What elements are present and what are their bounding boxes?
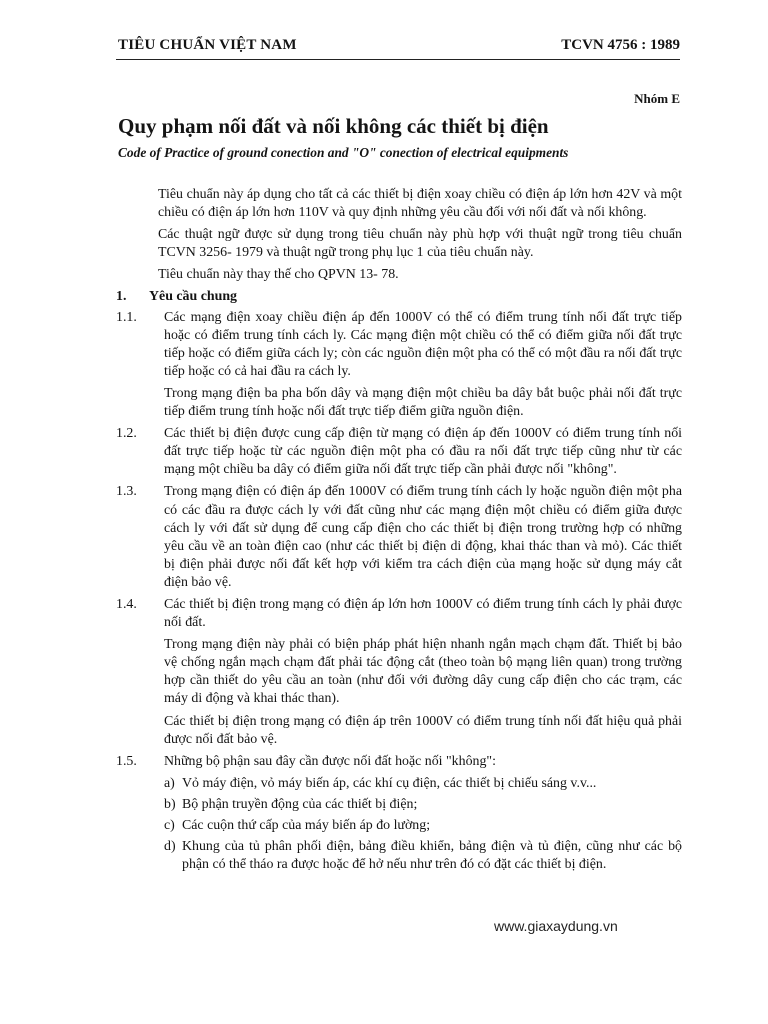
clause-number: 1.5. xyxy=(116,753,137,769)
intro-paragraph-1: Tiêu chuẩn này áp dụng cho tất cả các thiết bị điện xoay chiều có điện áp lớn hơn 42V và một chiều có điện áp lớn hơn 110V và quy định những yêu cầu đối với nối đất và nối không. xyxy=(158,187,682,221)
document-subtitle: Code of Practice of ground conection and "O" conection of electrical equipments xyxy=(118,145,569,160)
document-body xyxy=(116,186,682,877)
standard-name: TIÊU CHUẨN VIỆT NAM xyxy=(118,37,297,53)
header-divider xyxy=(116,59,680,60)
section-title: Yêu cầu chung xyxy=(149,289,237,305)
clause-1-4 xyxy=(116,596,682,632)
section-heading xyxy=(116,288,682,306)
list-text: Vỏ máy điện, vỏ máy biến áp, các khí cụ điện, các thiết bị chiếu sáng v.v... xyxy=(182,775,597,791)
clause-1-2 xyxy=(116,425,682,479)
clause-1-4-extra-1: Trong mạng điện này phải có biện pháp phát hiện nhanh ngắn mạch chạm đất. Thiết bị bảo vệ chống ngắn mạch chạm đất phải tác động cắt (theo toàn bộ mạng liên quan) trong trường hợp cần thiết do yêu cầu an toàn (như đối với đường dây cung cấp điện cho các trạm, các máy di động và khai thác than). xyxy=(164,637,682,707)
list-item xyxy=(164,817,682,835)
clause-number: 1.2. xyxy=(116,426,137,442)
clause-text: Các thiết bị điện trong mạng có điện áp lớn hơn 1000V có điểm trung tính cách ly phải được nối đất. xyxy=(164,596,682,631)
clause-1-4-extra-2: Các thiết bị điện trong mạng có điện áp trên 1000V có điểm trung tính nối đất hiệu quả phải được nối đất bảo vệ. xyxy=(164,713,682,747)
list-marker: a) xyxy=(164,775,175,791)
clause-1-1 xyxy=(116,309,682,381)
list-item xyxy=(164,775,682,793)
watermark: www.giaxaydung.vn xyxy=(494,918,618,934)
list-item xyxy=(164,838,682,874)
list-text: Các cuộn thứ cấp của máy biến áp đo lường; xyxy=(182,818,431,833)
clause-text: Các mạng điện xoay chiều điện áp đến 1000V có thể có điểm trung tính nối đất trực tiếp hoặc có điểm trung tính cách ly. Các mạng điện một chiều có thể có điểm giữa nối đất trực tiếp hoặc có điểm giữa cách ly; còn các nguồn điện một pha có thể có một đầu ra nối đất trực tiếp hoặc có cả hai đầu ra cách ly. xyxy=(164,309,682,379)
section-number: 1. xyxy=(116,289,127,305)
list-text: Bộ phận truyền động của các thiết bị điện; xyxy=(182,796,418,812)
clause-text: Những bộ phận sau đây cần được nối đất hoặc nối "không": xyxy=(164,753,496,769)
intro-paragraph-2: Các thuật ngữ được sử dụng trong tiêu chuẩn này phù hợp với thuật ngữ trong tiêu chuẩn TCVN 3256- 1979 và thuật ngữ trong phụ lục 1 của tiêu chuẩn này. xyxy=(158,227,682,261)
intro-paragraph-3: Tiêu chuẩn này thay thế cho QPVN 13- 78. xyxy=(158,267,399,283)
clause-number: 1.4. xyxy=(116,596,137,612)
clause-number: 1.1. xyxy=(116,309,137,325)
list-marker: c) xyxy=(164,818,175,833)
clause-text: Trong mạng điện có điện áp đến 1000V có điểm trung tính cách ly hoặc nguồn điện một pha có các đầu ra được cách ly với đất cũng như các mạng điện một chiều có điểm giữa được cách ly với đất sử dụng để cung cấp điện cho các thiết bị điện trong trường hợp có những yêu cầu về an toàn điện cao (như các thiết bị điện di động, khai thác than và mỏ). Các thiết bị điện phải được nối đất kết hợp với kiểm tra cách điện của mạng hoặc sử dụng máy cắt điện bảo vệ. xyxy=(164,484,682,590)
group-label: Nhóm E xyxy=(634,91,680,106)
document-title: Quy phạm nối đất và nối không các thiết bị điện xyxy=(118,114,549,138)
list-text: Khung của tủ phân phối điện, bảng điều khiển, bảng điện và tủ điện, cũng như các bộ phận có thể tháo ra được hoặc để hở nếu như trên đó có đặt các thiết bị điện. xyxy=(182,839,682,873)
list-item xyxy=(164,796,682,814)
list-marker: b) xyxy=(164,796,176,812)
clause-number: 1.3. xyxy=(116,484,137,500)
list-marker: d) xyxy=(164,839,176,855)
clause-text: Các thiết bị điện được cung cấp điện từ mạng có điện áp đến 1000V có điểm trung tính nối đất trực tiếp hoặc từ các nguồn điện một pha có đầu ra nối đất trực tiếp cũng như từ các mạng một chiều ba dây có điểm giữa nối đất trực tiếp cần phải được nối "không". xyxy=(164,426,682,478)
standard-code: TCVN 4756 : 1989 xyxy=(561,37,680,53)
clause-1-5 xyxy=(116,753,682,771)
clause-1-1-extra: Trong mạng điện ba pha bốn dây và mạng điện một chiều ba dây bắt buộc phải nối đất trực tiếp điểm trung tính hoặc nối đất trực tiếp điểm giữa nguồn điện. xyxy=(164,385,682,420)
clause-1-3 xyxy=(116,483,682,592)
